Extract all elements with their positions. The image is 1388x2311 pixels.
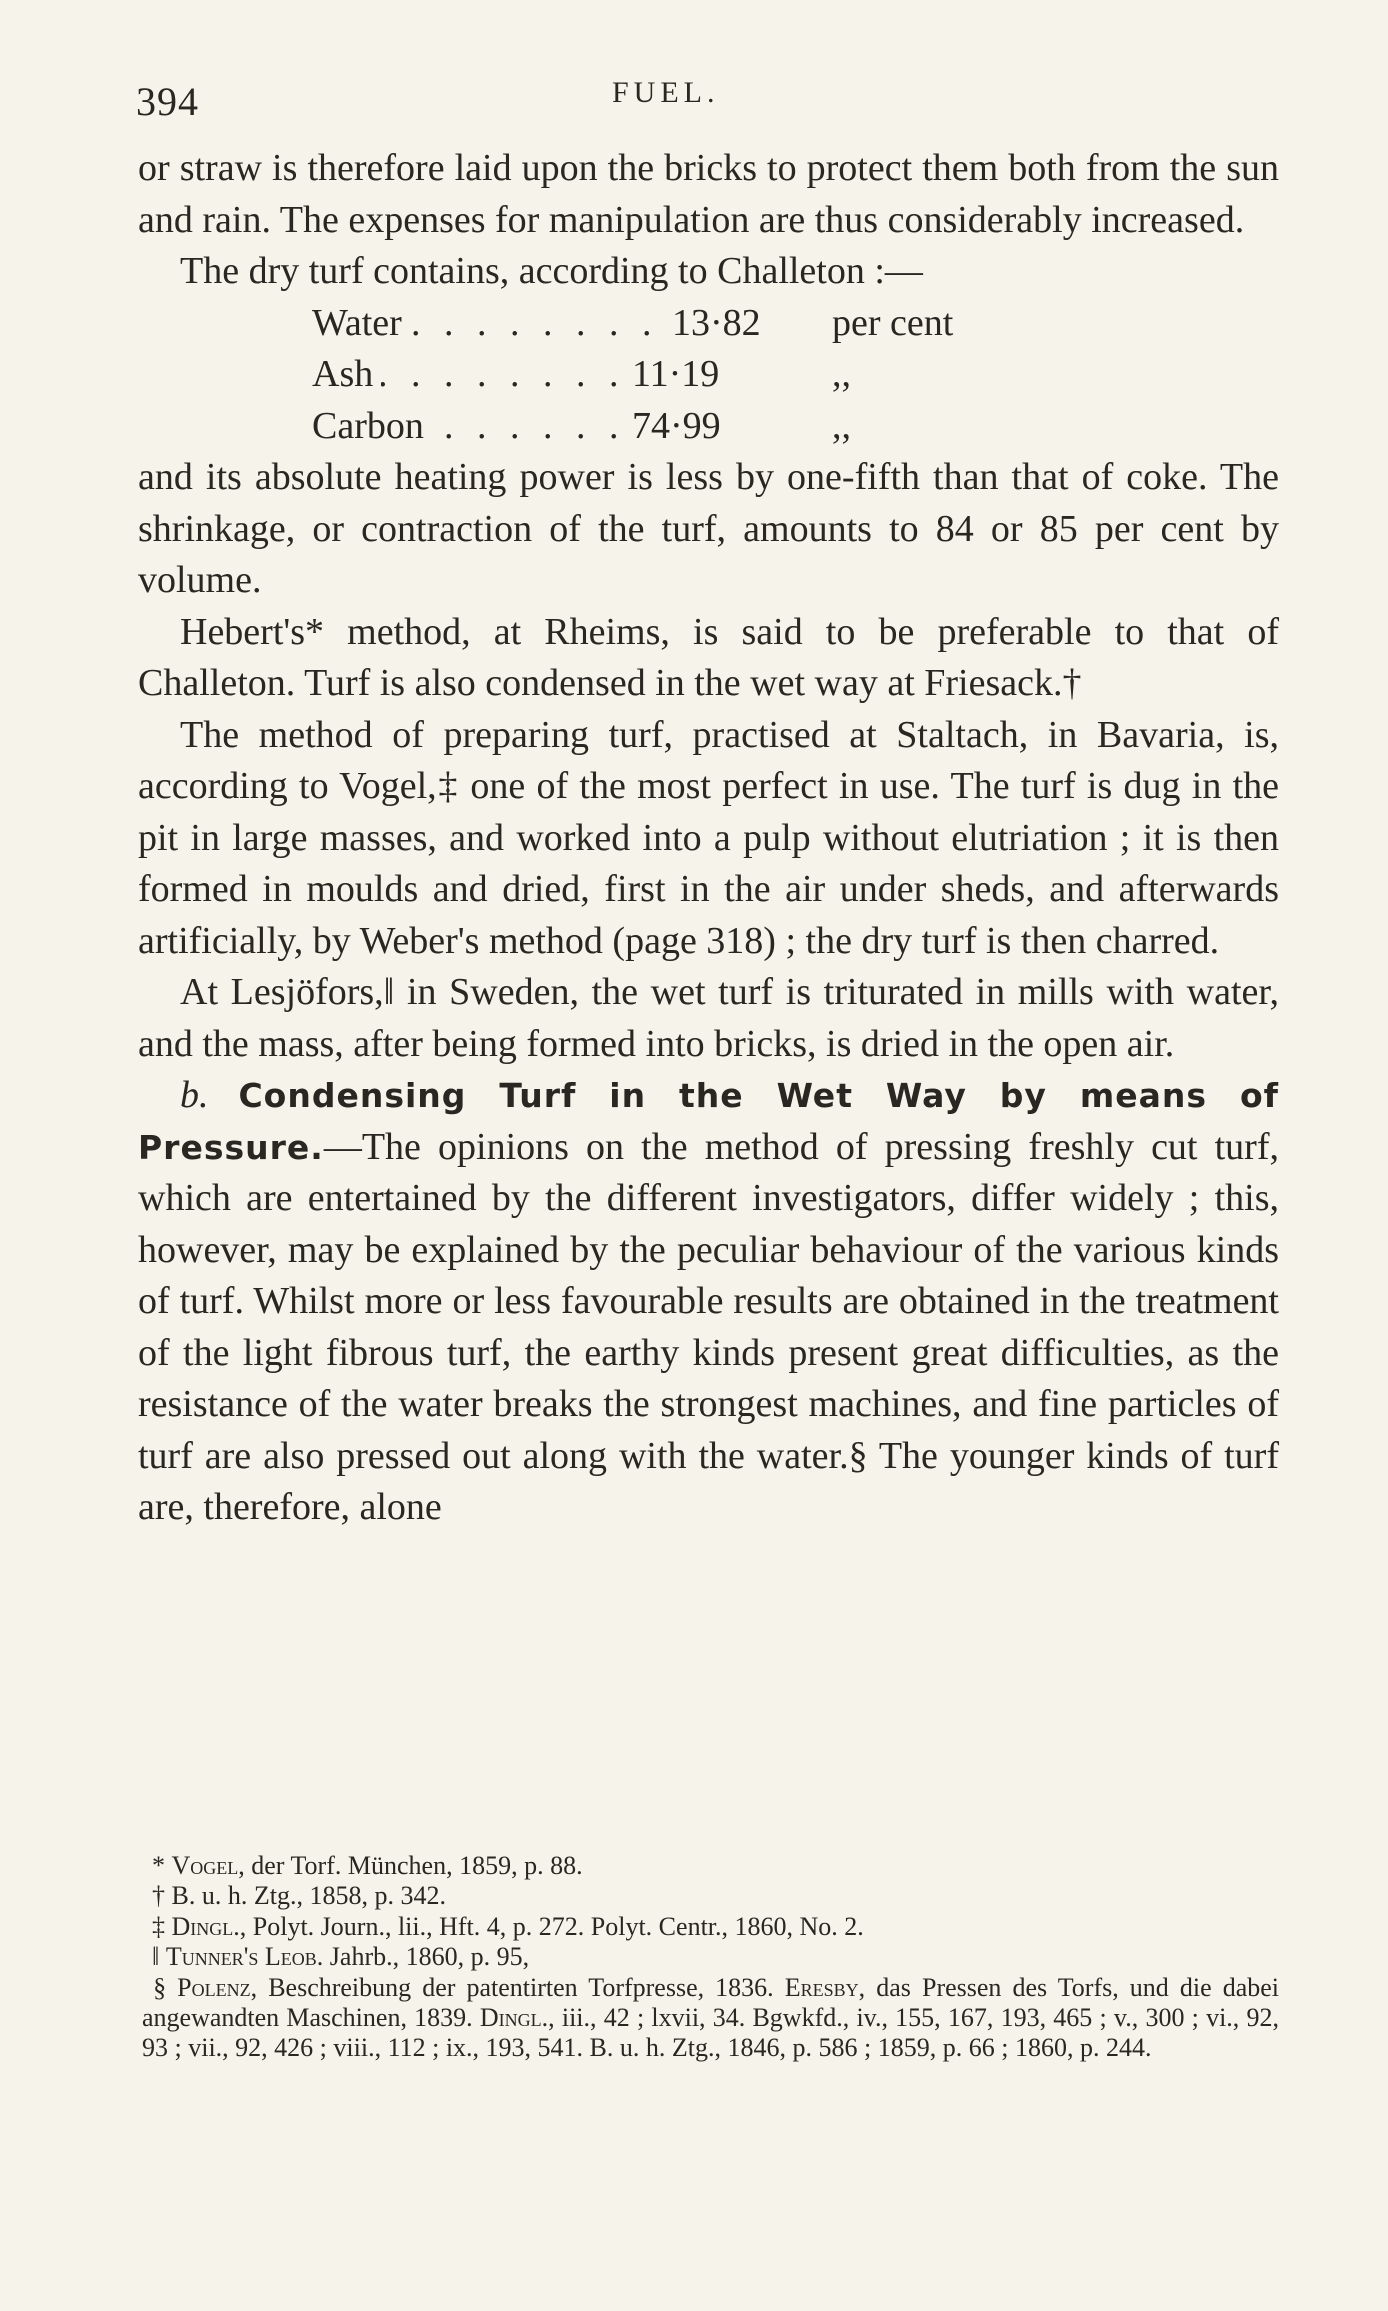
paragraph-5: The method of preparing turf, practised at Staltach, in Bavaria, is, according to Vogel,‡ one of the most perfect in use. The turf is dug in the pit in large masses, and worked into a pulp without elutriation ; it is then formed in moulds and dried, first in the air under sheds, and afterwards artificially, by Weber's method (page 318) ; the dry turf is then charred. (138, 713, 1279, 962)
table-row-label: Ash . . . (312, 349, 618, 401)
footnote-2: † B. u. h. Ztg., 1858, p. 342. (152, 1881, 446, 1911)
paragraph-4: Hebert's* method, at Rheims, is said to be preferable to that of Challeton. Turf is also condensed in the wet way at Friesack.† (138, 610, 1279, 704)
paragraph-7 (138, 1070, 1279, 1534)
footnote-1: * Vogel, der Torf. München, 1859, p. 88. (152, 1851, 583, 1880)
footnote-4: ‖ Tunner's Leob. Jahrb., 1860, p. 95, (152, 1942, 530, 1972)
table-row-label: Water . . . (312, 298, 658, 350)
table-row-unit: ,, (832, 404, 851, 447)
section-heading: Condensing Turf in the Wet Way by means of Pressure. (138, 1076, 1280, 1167)
table-row (312, 401, 1012, 453)
page-header (0, 70, 1388, 124)
footnote-5: § Polenz, Beschreibung der patentirten Torfpresse, 1836. Eresby, das Pressen des Torfs, und die dabei angewandten Maschinen, 1839. Dingl., iii., 42 ; lxvii, 34. Bgwkfd., iv., 155, 167, 193, 465 ; v., 300 ; vi., 92, 93 ; vii., 92, 426 ; viii., 112 ; ix., 193, 541. B. u. h. Ztg., 1846, p. 586 ; 1859, p. 66 ; 1860, p. 244. (142, 1972, 1280, 2063)
paragraph-6: At Lesjöfors,‖ in Sweden, the wet turf is triturated in mills with water, and the mass, after being formed into bricks, is dried in the open air. (138, 971, 1279, 1065)
running-title: FUEL. (612, 76, 720, 109)
table-row-value: 11·19 (632, 353, 720, 395)
table-row-unit: per cent (832, 301, 954, 344)
page-number: 394 (136, 79, 199, 124)
body-text (138, 143, 1279, 1534)
paragraph-7-text: —The opinions on the method of pressing freshly cut turf, which are entertained by the different investigators, differ widely ; this, however, may be explained by the peculiar behaviour of the various kinds of turf. Whilst more or less favourable results are obtained in the treatment of the light fibrous turf, the earthy kinds present great difficulties, as the resistance of the water breaks the strongest machines, and fine particles of turf are also pressed out along with the water.§ The younger kinds of turf are, therefore, alone (138, 1125, 1279, 1528)
section-letter: b. (180, 1074, 209, 1116)
paragraph-1: or straw is therefore laid upon the bricks to protect them both from the sun and rain. The expenses for manipulation are thus considerably increased. (138, 147, 1279, 241)
table-row-unit: ,, (832, 353, 851, 395)
composition-table (312, 298, 1012, 453)
footnotes (142, 1851, 1280, 2064)
table-row-value: 74·99 (632, 404, 721, 447)
footnote-3: ‡ Dingl., Polyt. Journ., lii., Hft. 4, p. 272. Polyt. Centr., 1860, No. 2. (152, 1911, 864, 1941)
table-row (312, 349, 1012, 401)
table-row-label: Carbon . . . (312, 401, 618, 453)
table-row-value: 13·82 (672, 301, 761, 344)
paragraph-2: The dry turf contains, according to Challeton :— (180, 250, 923, 292)
table-row (312, 298, 1012, 350)
paragraph-3: and its absolute heating power is less by one-fifth than that of coke. The shrinkage, or contraction of the turf, amounts to 84 or 85 per cent by volume. (138, 456, 1279, 601)
